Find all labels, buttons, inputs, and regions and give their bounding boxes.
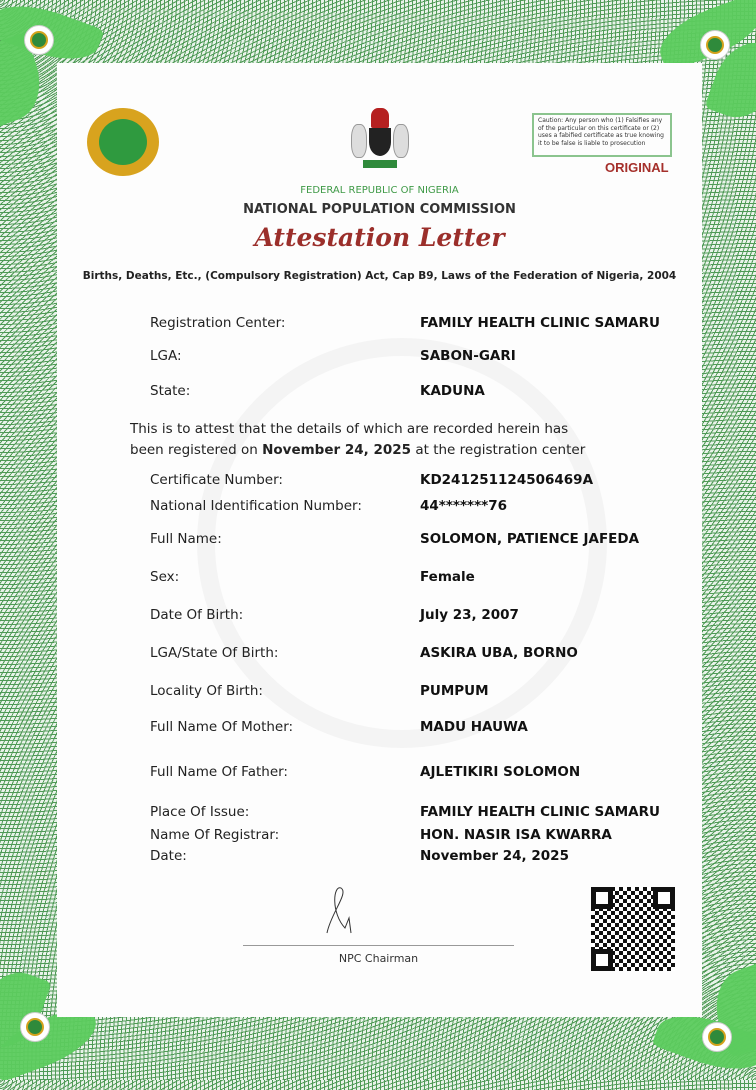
value-name-of-registrar: HON. NASIR ISA KWARRA [420,827,612,843]
coat-of-arms-icon [345,108,415,176]
attest-text-end: at the registration center [411,442,586,458]
value-date-of-birth: July 23, 2007 [420,607,519,623]
value-lga-state-of-birth: ASKIRA UBA, BORNO [420,645,578,661]
value-full-name-of-mother: MADU HAUWA [420,719,528,735]
value-national-identification-number: 44*******76 [420,498,507,514]
label-locality-of-birth: Locality Of Birth: [150,683,263,699]
seal-icon [20,1012,50,1042]
label-full-name: Full Name: [150,531,222,547]
value-registration-center: FAMILY HEALTH CLINIC SAMARU [420,315,660,331]
seal-icon [700,30,730,60]
seal-icon [702,1022,732,1052]
value-full-name: SOLOMON, PATIENCE JAFEDA [420,531,640,547]
agency-name: NATIONAL POPULATION COMMISSION [243,202,516,217]
label-certificate-number: Certificate Number: [150,472,283,488]
qr-code [591,887,675,971]
value-place-of-issue: FAMILY HEALTH CLINIC SAMARU [420,804,660,820]
original-label: ORIGINAL [605,160,669,175]
caution-box: Caution: Any person who (1) Falsifies any of the particular on this certificate or (2) uses a fabified certificate as true knowing it to be false is liable to prosecution [532,113,672,157]
label-lga: LGA: [150,348,182,364]
label-lga-state-of-birth: LGA/State Of Birth: [150,645,279,661]
seal-icon [24,25,54,55]
value-locality-of-birth: PUMPUM [420,683,489,699]
label-date: Date: [150,848,187,864]
label-sex: Sex: [150,569,180,585]
value-sex: Female [420,569,475,585]
value-full-name-of-father: AJLETIKIRI SOLOMON [420,764,581,780]
label-full-name-of-father: Full Name Of Father: [150,764,288,780]
attest-text: This is to attest that the details of which are recorded herein has been registered on [130,421,569,458]
value-state: KADUNA [420,383,485,399]
country-name: FEDERAL REPUBLIC OF NIGERIA [300,185,459,196]
value-date: November 24, 2025 [420,848,569,864]
label-registration-center: Registration Center: [150,315,286,331]
label-state: State: [150,383,191,399]
signature-line [243,945,514,946]
value-lga: SABON-GARI [420,348,516,364]
registration-date: November 24, 2025 [262,442,412,458]
page-title: Attestation Letter [254,223,505,252]
label-name-of-registrar: Name Of Registrar: [150,827,280,843]
value-certificate-number: KD241251124506469A [420,472,594,488]
label-date-of-birth: Date Of Birth: [150,607,244,623]
label-place-of-issue: Place Of Issue: [150,804,250,820]
certificate-paper [57,63,702,1017]
label-national-identification-number: National Identification Number: [150,498,362,514]
npc-logo [87,108,159,176]
signature-image [319,883,359,938]
attestation-statement [130,419,590,461]
act-reference: Births, Deaths, Etc., (Compulsory Registration) Act, Cap B9, Laws of the Federation of Nigeria, 2004 [82,270,677,282]
signatory-title: NPC Chairman [338,952,419,965]
label-full-name-of-mother: Full Name Of Mother: [150,719,294,735]
